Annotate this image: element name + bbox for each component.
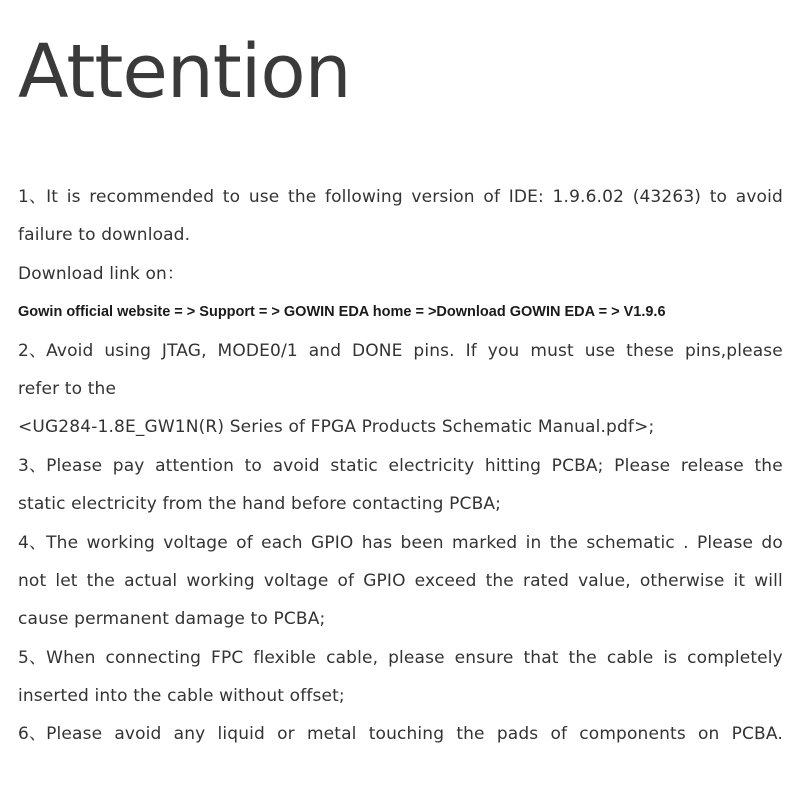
word: in (525, 532, 542, 553)
note-1-line-2: failure to download. (18, 225, 191, 246)
word: recommended (89, 187, 215, 207)
word: marked (451, 532, 518, 553)
note-1-line-1 (18, 178, 783, 216)
word: 1.9.6.02 (552, 187, 625, 207)
word: 1、It (18, 187, 59, 207)
word: . (683, 532, 689, 553)
word: please (388, 647, 445, 668)
note-2-line-2: refer to the (18, 378, 117, 399)
word: using (104, 340, 152, 361)
word: ensure (454, 647, 514, 668)
note-4-line-2 (18, 562, 783, 600)
word: working (86, 532, 155, 553)
word: actual (124, 570, 178, 591)
word: pads (496, 724, 539, 745)
word: touching (368, 724, 445, 745)
word: hitting (484, 455, 542, 476)
word: voltage (263, 570, 329, 591)
word: the (456, 724, 485, 745)
word: use (584, 340, 616, 361)
word: and (308, 340, 342, 361)
word: following (325, 187, 403, 207)
word: avoid (272, 455, 320, 476)
word: PCBA. (731, 724, 783, 745)
word: not (18, 570, 47, 591)
word: metal (306, 724, 357, 745)
word: the (288, 187, 317, 207)
word: 5、When (18, 647, 96, 668)
note-4-line-1 (18, 524, 783, 562)
word: to (244, 455, 262, 476)
word: (43263) (632, 187, 702, 207)
word: schematic (586, 532, 675, 553)
word: avoid (735, 187, 783, 207)
note-2-line-1 (18, 332, 783, 370)
word: any (173, 724, 206, 745)
note-5-line-2: inserted into the cable without offset; (18, 686, 345, 707)
word: Please (697, 532, 754, 553)
word: the (568, 647, 597, 668)
word: pins,please (684, 340, 783, 361)
word: 2、Avoid (18, 340, 94, 361)
word: it (733, 570, 746, 591)
word: the (485, 570, 514, 591)
word: completely (687, 647, 783, 668)
note-6-line-1 (18, 715, 783, 753)
word: has (361, 532, 393, 553)
word: to (709, 187, 728, 207)
page-title: Attention (18, 29, 351, 115)
word: pay (112, 455, 145, 476)
word: PCBA; (551, 455, 604, 476)
word: version (411, 187, 475, 207)
attention-notes (18, 178, 783, 754)
word: the (86, 570, 116, 591)
word: static (330, 455, 378, 476)
word: 4、The (18, 532, 79, 553)
word: cable, (326, 647, 379, 668)
word: will (754, 570, 783, 591)
word: JTAG, (161, 340, 207, 361)
note-5-line-1 (18, 639, 783, 677)
word: IDE: (508, 187, 544, 207)
note-3-line-1 (18, 447, 783, 485)
word: electricity (388, 455, 475, 476)
word: let (55, 570, 78, 591)
word: is (663, 647, 678, 668)
word: value, (578, 570, 631, 591)
word: working (186, 570, 255, 591)
word: connecting (105, 647, 202, 668)
download-link-path: Gowin official website = > Support = > GOWIN EDA home = >Download GOWIN EDA = > V1.9.6 (18, 304, 666, 321)
word: 6、Please (18, 724, 103, 745)
word: of (550, 724, 568, 745)
word: you (487, 340, 520, 361)
word: of (236, 532, 253, 553)
word: flexible (253, 647, 317, 668)
download-link-label: Download link on： (18, 263, 185, 284)
word: pins. (413, 340, 455, 361)
word: If (465, 340, 477, 361)
word: been (400, 532, 444, 553)
word: rated (522, 570, 570, 591)
word: or (277, 724, 295, 745)
word: release (680, 455, 744, 476)
word: GPIO (311, 532, 354, 553)
word: must (530, 340, 574, 361)
word: use (248, 187, 280, 207)
word: exceed (414, 570, 477, 591)
word: Please (614, 455, 671, 476)
word: do (761, 532, 783, 553)
word: voltage (163, 532, 228, 553)
word: the (754, 455, 783, 476)
note-3-line-2: static electricity from the hand before contacting PCBA; (18, 494, 502, 515)
word: components (579, 724, 686, 745)
word: MODE0/1 (217, 340, 298, 361)
word: GPIO (363, 570, 406, 591)
word: cable (606, 647, 654, 668)
word: to (222, 187, 241, 207)
word: these (626, 340, 675, 361)
word: each (261, 532, 303, 553)
word: of (483, 187, 501, 207)
word: on (697, 724, 720, 745)
word: is (66, 187, 81, 207)
word: the (549, 532, 579, 553)
word: that (523, 647, 559, 668)
word: attention (155, 455, 235, 476)
word: otherwise (639, 570, 725, 591)
note-4-line-3: cause permanent damage to PCBA; (18, 609, 326, 630)
word: 3、Please (18, 455, 103, 476)
word: avoid (114, 724, 162, 745)
word: DONE (352, 340, 403, 361)
word: FPC (211, 647, 244, 668)
note-2-manual-reference: <UG284-1.8E_GW1N(R) Series of FPGA Products Schematic Manual.pdf>; (18, 417, 655, 438)
word: liquid (217, 724, 265, 745)
word: of (337, 570, 355, 591)
